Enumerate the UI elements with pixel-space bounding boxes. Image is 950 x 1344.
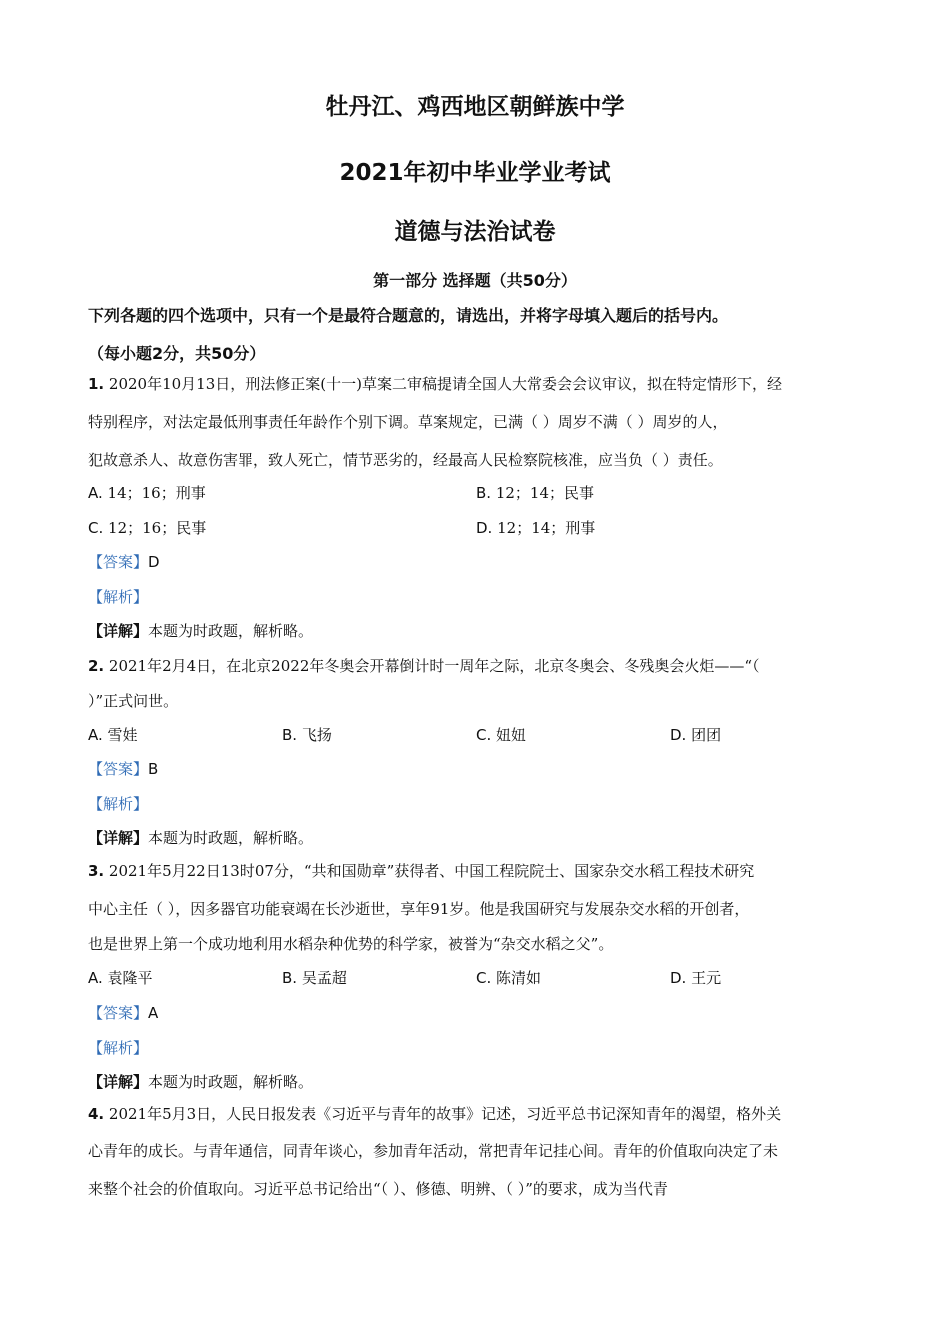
option-a: A. 袁隆平 [88, 969, 153, 987]
question-4-line-2: 心青年的成长。与青年通信，同青年谈心，参加青年活动，常把青年记挂心间。青年的价值取向决定了未 [88, 1142, 779, 1160]
score-note: （每小题2分，共50分） [88, 344, 266, 363]
option-b: B. 吴孟超 [282, 969, 347, 987]
question-1-line-1: 1. 2020年10月13日，刑法修正案(十一)草案二审稿提请全国人大常委会会议审议，拟在特定情形下，经 [88, 375, 782, 393]
option-c: C. 12；16；民事 [88, 519, 207, 537]
option-d: D. 王元 [670, 969, 722, 987]
question-number: 2. [88, 657, 105, 675]
question-3-line-3: 也是世界上第一个成功地利用水稻杂种优势的科学家，被誉为“杂交水稻之父”。 [88, 935, 614, 953]
question-1-line-3: 犯故意杀人、故意伤害罪，致人死亡，情节恶劣的，经最高人民检察院核准，应当负（ ）责任。 [88, 451, 723, 469]
analysis-line: 【解析】 [88, 1039, 149, 1057]
question-4-line-1: 4. 2021年5月3日，人民日报发表《习近平与青年的故事》记述，习近平总书记深知青年的渴望，格外关 [88, 1105, 782, 1123]
option-d: D. 团团 [670, 726, 722, 744]
option-a: A. 雪娃 [88, 726, 138, 744]
question-number: 3. [88, 862, 105, 880]
analysis-line: 【解析】 [88, 795, 149, 813]
detail-line: 【详解】本题为时政题，解析略。 [88, 829, 314, 847]
option-d: D. 12；14；刑事 [476, 519, 596, 537]
option-b: B. 飞扬 [282, 726, 332, 744]
question-number: 4. [88, 1105, 105, 1123]
question-4-line-3: 来整个社会的价值取向。习近平总书记给出“（ ）、修德、明辨、（ ）”的要求，成为当代青 [88, 1180, 668, 1198]
school-title: 牡丹江、鸡西地区朝鲜族中学 [325, 94, 625, 120]
answer-line: 【答案】D [88, 553, 160, 571]
question-3-line-1: 3. 2021年5月22日13时07分，“共和国勋章”获得者、中国工程院院士、国家杂交水稻工程技术研究 [88, 862, 755, 880]
option-c: C. 妞妞 [476, 726, 527, 744]
detail-line: 【详解】本题为时政题，解析略。 [88, 622, 314, 640]
exam-title: 2021年初中毕业学业考试 [339, 160, 611, 186]
option-b: B. 12；14；民事 [476, 484, 595, 502]
subject-title: 道德与法治试卷 [394, 219, 556, 245]
question-1-line-2: 特别程序，对法定最低刑事责任年龄作个别下调。草案规定，已满（ ）周岁不满（ ）周岁的人， [88, 413, 728, 431]
instruction-text: 下列各题的四个选项中，只有一个是最符合题意的，请选出，并将字母填入题后的括号内。 [88, 306, 729, 325]
answer-line: 【答案】B [88, 760, 159, 778]
option-c: C. 陈清如 [476, 969, 542, 987]
question-3-line-2: 中心主任（ ），因多器官功能衰竭在长沙逝世，享年91岁。他是我国研究与发展杂交水稻的开创者， [88, 900, 750, 918]
detail-line: 【详解】本题为时政题，解析略。 [88, 1073, 314, 1091]
section-heading: 第一部分 选择题（共50分） [373, 271, 577, 290]
answer-line: 【答案】A [88, 1004, 159, 1022]
option-a: A. 14；16；刑事 [88, 484, 206, 502]
question-2-line-1: 2. 2021年2月4日，在北京2022年冬奥会开幕倒计时一周年之际，北京冬奥会、冬残奥会火炬——“（ [88, 657, 760, 675]
question-number: 1. [88, 375, 105, 393]
question-2-line-2: ）”正式问世。 [88, 692, 179, 710]
analysis-line: 【解析】 [88, 588, 149, 606]
